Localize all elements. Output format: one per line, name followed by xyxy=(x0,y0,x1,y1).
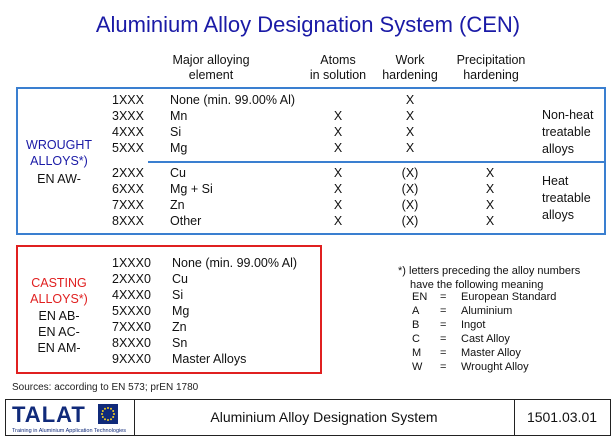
legend-meaning: Ingot xyxy=(461,319,486,331)
header-major-element xyxy=(150,53,272,83)
header-line: Work xyxy=(395,53,425,67)
legend-eq: = xyxy=(440,319,447,331)
legend-meaning: Aluminium xyxy=(461,305,513,317)
alloy-code: 1XXX0 xyxy=(112,256,151,270)
table-row xyxy=(0,271,330,287)
header-precip xyxy=(448,53,534,83)
legend-meaning: Cast Alloy xyxy=(461,333,510,345)
eu-flag-icon xyxy=(98,404,118,424)
footer-caption: Aluminium Alloy Designation System xyxy=(210,409,438,425)
legend-meaning: European Standard xyxy=(461,291,557,303)
table-row xyxy=(0,92,616,108)
alloy-element: None (min. 99.00% Al) xyxy=(170,93,296,107)
alloy-code: 7XXX0 xyxy=(112,320,151,334)
label-line: Heat xyxy=(542,174,569,188)
legend-eq: = xyxy=(440,305,447,317)
legend-entry xyxy=(0,332,616,346)
work-mark: (X) xyxy=(401,182,419,196)
alloy-element: Mg + Si xyxy=(170,182,213,196)
legend-abbr: C xyxy=(412,333,420,345)
legend-meaning: Master Alloy xyxy=(461,347,521,359)
alloy-element: Sn xyxy=(172,336,188,350)
label-line: alloys xyxy=(542,142,574,156)
label-line: Non-heat xyxy=(542,108,594,122)
alloy-element: Zn xyxy=(172,320,187,334)
alloy-element: Si xyxy=(170,125,182,139)
alloy-code: 8XXX xyxy=(112,214,144,228)
alloy-code: 2XXX xyxy=(112,166,144,180)
legend-abbr: A xyxy=(412,305,420,317)
wrought-label-line: ALLOYS*) xyxy=(30,154,88,168)
alloy-element: Cu xyxy=(170,166,186,180)
legend-intro-line: have the following meaning xyxy=(410,279,544,291)
alloy-element: Zn xyxy=(170,198,185,212)
alloy-code: 4XXX xyxy=(112,125,144,139)
legend-intro xyxy=(398,264,580,292)
heat-treatable-divider xyxy=(148,161,606,163)
talat-logo xyxy=(12,401,130,435)
wrought-nonheat-rows xyxy=(0,92,616,156)
atoms-mark: X xyxy=(333,125,343,139)
sources-note: Sources: according to EN 573; prEN 1780 xyxy=(12,382,199,393)
alloy-element: Si xyxy=(172,288,184,302)
alloy-code: 7XXX xyxy=(112,198,144,212)
legend-entry xyxy=(0,318,616,332)
alloy-code: 8XXX0 xyxy=(112,336,151,350)
casting-prefix: EN AM- xyxy=(37,341,81,355)
alloy-code: 3XXX xyxy=(112,109,144,123)
work-mark: (X) xyxy=(401,198,419,212)
casting-label-line: ALLOYS*) xyxy=(30,292,88,306)
header-line: Major alloying xyxy=(172,53,250,67)
legend-entries xyxy=(0,290,616,374)
legend-meaning: Wrought Alloy xyxy=(461,361,529,373)
alloy-element: Mg xyxy=(172,304,190,318)
atoms-mark: X xyxy=(333,109,343,123)
alloy-element: Mg xyxy=(170,141,188,155)
alloy-code: 4XXX0 xyxy=(112,288,151,302)
header-atoms xyxy=(298,53,378,83)
legend-entry xyxy=(0,290,616,304)
alloy-code: 1XXX xyxy=(112,93,144,107)
casting-label-line: CASTING xyxy=(31,276,87,290)
wrought-prefix: EN AW- xyxy=(37,172,81,186)
wrought-label-line: WROUGHT xyxy=(26,138,92,152)
wrought-heat-rows xyxy=(0,165,616,229)
logo-text: TALAT xyxy=(12,402,86,427)
table-row xyxy=(0,140,616,156)
table-row xyxy=(0,108,616,124)
label-line: alloys xyxy=(542,208,574,222)
alloy-element: Other xyxy=(170,214,202,228)
legend-entry xyxy=(0,346,616,360)
casting-prefix: EN AB- xyxy=(38,309,80,323)
header-work xyxy=(374,53,446,83)
label-line: treatable xyxy=(542,191,591,205)
legend-eq: = xyxy=(440,291,447,303)
alloy-element: Mn xyxy=(170,109,188,123)
legend-intro-line: *) letters preceding the alloy numbers xyxy=(398,265,581,277)
alloy-element: Cu xyxy=(172,272,188,286)
alloy-code: 5XXX0 xyxy=(112,304,151,318)
atoms-mark: X xyxy=(333,141,343,155)
atoms-mark: X xyxy=(333,166,343,180)
precip-mark: X xyxy=(485,182,495,196)
atoms-mark: X xyxy=(333,182,343,196)
header-line: element xyxy=(188,68,234,82)
footer-code: 1501.03.01 xyxy=(526,409,598,425)
header-line: Atoms xyxy=(320,53,356,67)
table-row xyxy=(0,255,330,271)
eu-stars-icon xyxy=(98,404,118,424)
work-mark: X xyxy=(405,141,415,155)
alloy-code: 5XXX xyxy=(112,141,144,155)
table-row xyxy=(0,213,616,229)
header-line: hardening xyxy=(463,68,519,82)
legend-abbr: W xyxy=(412,361,423,373)
atoms-mark: X xyxy=(333,198,343,212)
legend-entry xyxy=(0,360,616,374)
label-line: treatable xyxy=(542,125,591,139)
precip-mark: X xyxy=(485,198,495,212)
header-line: hardening xyxy=(382,68,438,82)
casting-prefix: EN AC- xyxy=(38,325,80,339)
legend-entry xyxy=(0,304,616,318)
work-mark: X xyxy=(405,93,415,107)
precip-mark: X xyxy=(485,166,495,180)
precip-mark: X xyxy=(485,214,495,228)
work-mark: X xyxy=(405,125,415,139)
page-title: Aluminium Alloy Designation System (CEN) xyxy=(95,12,521,37)
table-row xyxy=(0,124,616,140)
table-row xyxy=(0,165,616,181)
alloy-element: None (min. 99.00% Al) xyxy=(172,256,298,270)
legend-eq: = xyxy=(440,361,447,373)
legend-eq: = xyxy=(440,347,447,359)
alloy-code: 9XXX0 xyxy=(112,352,151,366)
footer-bar xyxy=(5,399,611,436)
nonheat-treatable-label xyxy=(542,107,593,158)
alloy-code: 6XXX xyxy=(112,182,144,196)
heat-treatable-label xyxy=(542,173,591,224)
legend-abbr: EN xyxy=(412,291,428,303)
logo-subtitle: Training in Aluminium Application Technologies xyxy=(12,428,127,434)
alloy-element: Master Alloys xyxy=(172,352,247,366)
legend-abbr: M xyxy=(412,347,422,359)
alloy-code: 2XXX0 xyxy=(112,272,151,286)
work-mark: (X) xyxy=(401,166,419,180)
legend-abbr: B xyxy=(412,319,420,331)
table-row xyxy=(0,197,616,213)
header-line: Precipitation xyxy=(456,53,526,67)
atoms-mark: X xyxy=(333,214,343,228)
header-line: in solution xyxy=(309,68,367,82)
table-row xyxy=(0,181,616,197)
legend-eq: = xyxy=(440,333,447,345)
work-mark: (X) xyxy=(401,214,419,228)
work-mark: X xyxy=(405,109,415,123)
